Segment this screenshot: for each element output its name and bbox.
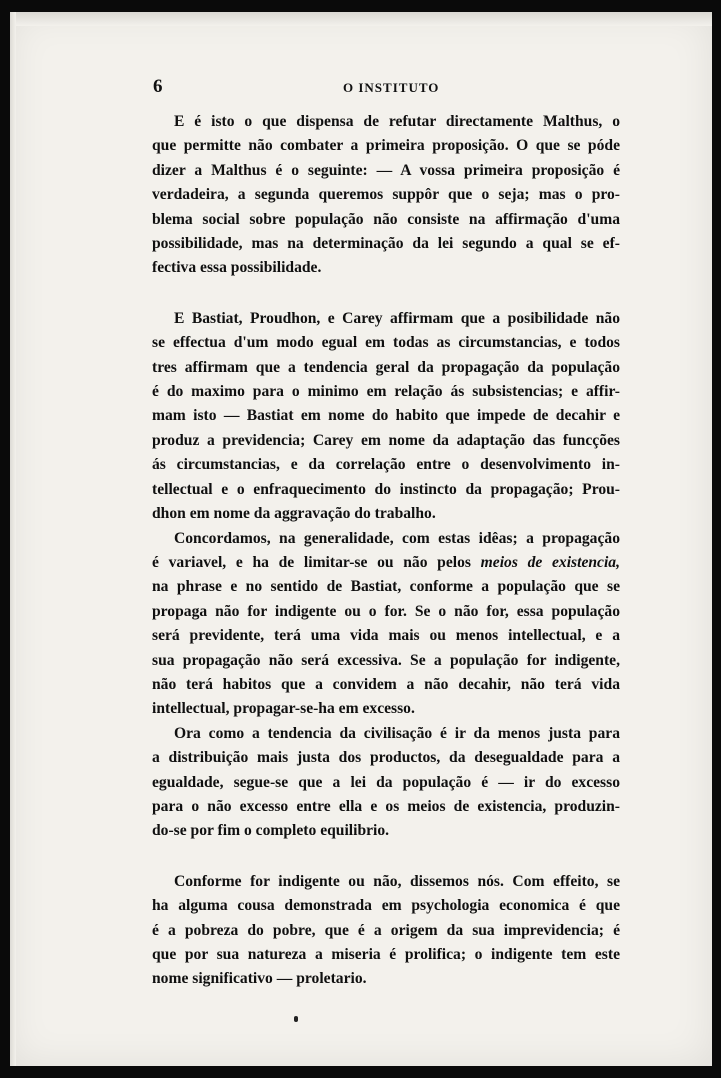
text-line: não terá habitos que a convidem a não decahir, não terá vida [152, 675, 620, 693]
text-line: que permitte não combater a primeira proposição. O que se póde [152, 137, 620, 155]
page-left-edge [10, 12, 16, 1066]
paragraph-5 [152, 870, 620, 992]
text-line: será previdente, terá uma vida mais ou menos intellectual, e a [152, 627, 620, 645]
text-line: egualdade, segue-se que a lei da população é — ir do excesso [152, 773, 620, 791]
text-line: é a pobreza do pobre, que é a origem da sua imprevidencia; é [152, 921, 620, 939]
paragraph-4 [152, 722, 620, 844]
text-line: é do maximo para o minimo em relação ás subsistencias; e affir- [152, 383, 620, 401]
text-line: na phrase e no sentido de Bastiat, conforme a população que se [152, 578, 620, 596]
text-line: Ora como a tendencia da civilisação é ir da menos justa para [174, 724, 620, 742]
text-line: a distribuição mais justa dos productos, da desegualdade para a [152, 749, 620, 767]
text-line: mam isto — Bastiat em nome do habito que impede de decahir e [152, 407, 620, 425]
text-line: ás circumstancias, e da correlação entre o desenvolvimento in- [152, 456, 620, 474]
italic-phrase: meios de existencia, [480, 553, 620, 571]
text-line: Conforme for indigente ou não, dissemos nós. Com effeito, se [174, 872, 620, 890]
text-line: tres affirmam que a tendencia geral da propagação da população [152, 358, 620, 376]
text-line: E é isto o que dispensa de refutar directamente Malthus, o [174, 113, 620, 130]
ink-speck [294, 1016, 298, 1022]
text-line: para o não excesso entre ella e os meios de existencia, produzin- [152, 797, 620, 815]
page-header [153, 76, 633, 98]
text-line: que por sua natureza a miseria é prolifica; o indigente tem este [152, 946, 620, 963]
paragraph-2 [152, 307, 620, 527]
text-line: ha alguma cousa demonstrada em psychologia economica é que [152, 897, 620, 915]
text-line: E Bastiat, Proudhon, e Carey affirmam que a posibilidade não [174, 309, 620, 327]
page-number: 6 [153, 76, 163, 97]
text-line: propaga não for indigente ou o for. Se o não for, essa população [152, 602, 620, 620]
text-line: tellectual e o enfraquecimento do instincto da propagação; Prou- [152, 480, 620, 498]
text-line: blema social sobre população não consiste na affirmação d'uma [152, 210, 620, 228]
text-line [152, 551, 620, 575]
paragraph-3 [152, 527, 620, 722]
text-line: fectiva essa possibilidade. [152, 259, 322, 277]
text-line: nome significativo — proletario. [152, 970, 367, 988]
text-line: Concordamos, na generalidade, com estas idêas; a propagação [174, 529, 620, 547]
text-line: dhon em nome da aggravação do trabalho. [152, 505, 436, 523]
text-line: do-se por fim o completo equilibrio. [152, 822, 390, 840]
body-text [152, 110, 620, 992]
text-segment: é variavel, e ha de limitar-se ou não pelos [152, 553, 481, 571]
text-line: verdadeira, a segunda queremos suppôr que o seja; mas o pro- [152, 186, 620, 204]
text-line: possibilidade, mas na determinação da lei segundo a qual se ef- [152, 235, 620, 253]
text-line: se effectua d'um modo egual em todas as circumstancias, e todos [152, 334, 620, 352]
text-line: sua propagação não será excessiva. Se a população for indigente, [152, 651, 620, 669]
book-page [10, 12, 712, 1066]
text-line: dizer a Malthus é o seguinte: — A vossa primeira proposição é [152, 161, 620, 179]
page-top-edge [10, 12, 712, 26]
paragraph-1 [152, 110, 620, 281]
text-line: intellectual, propagar-se-ha em excesso. [152, 700, 415, 718]
running-head: O INSTITUTO [343, 80, 440, 95]
text-line: produz a previdencia; Carey em nome da adaptação das funcções [152, 431, 620, 449]
